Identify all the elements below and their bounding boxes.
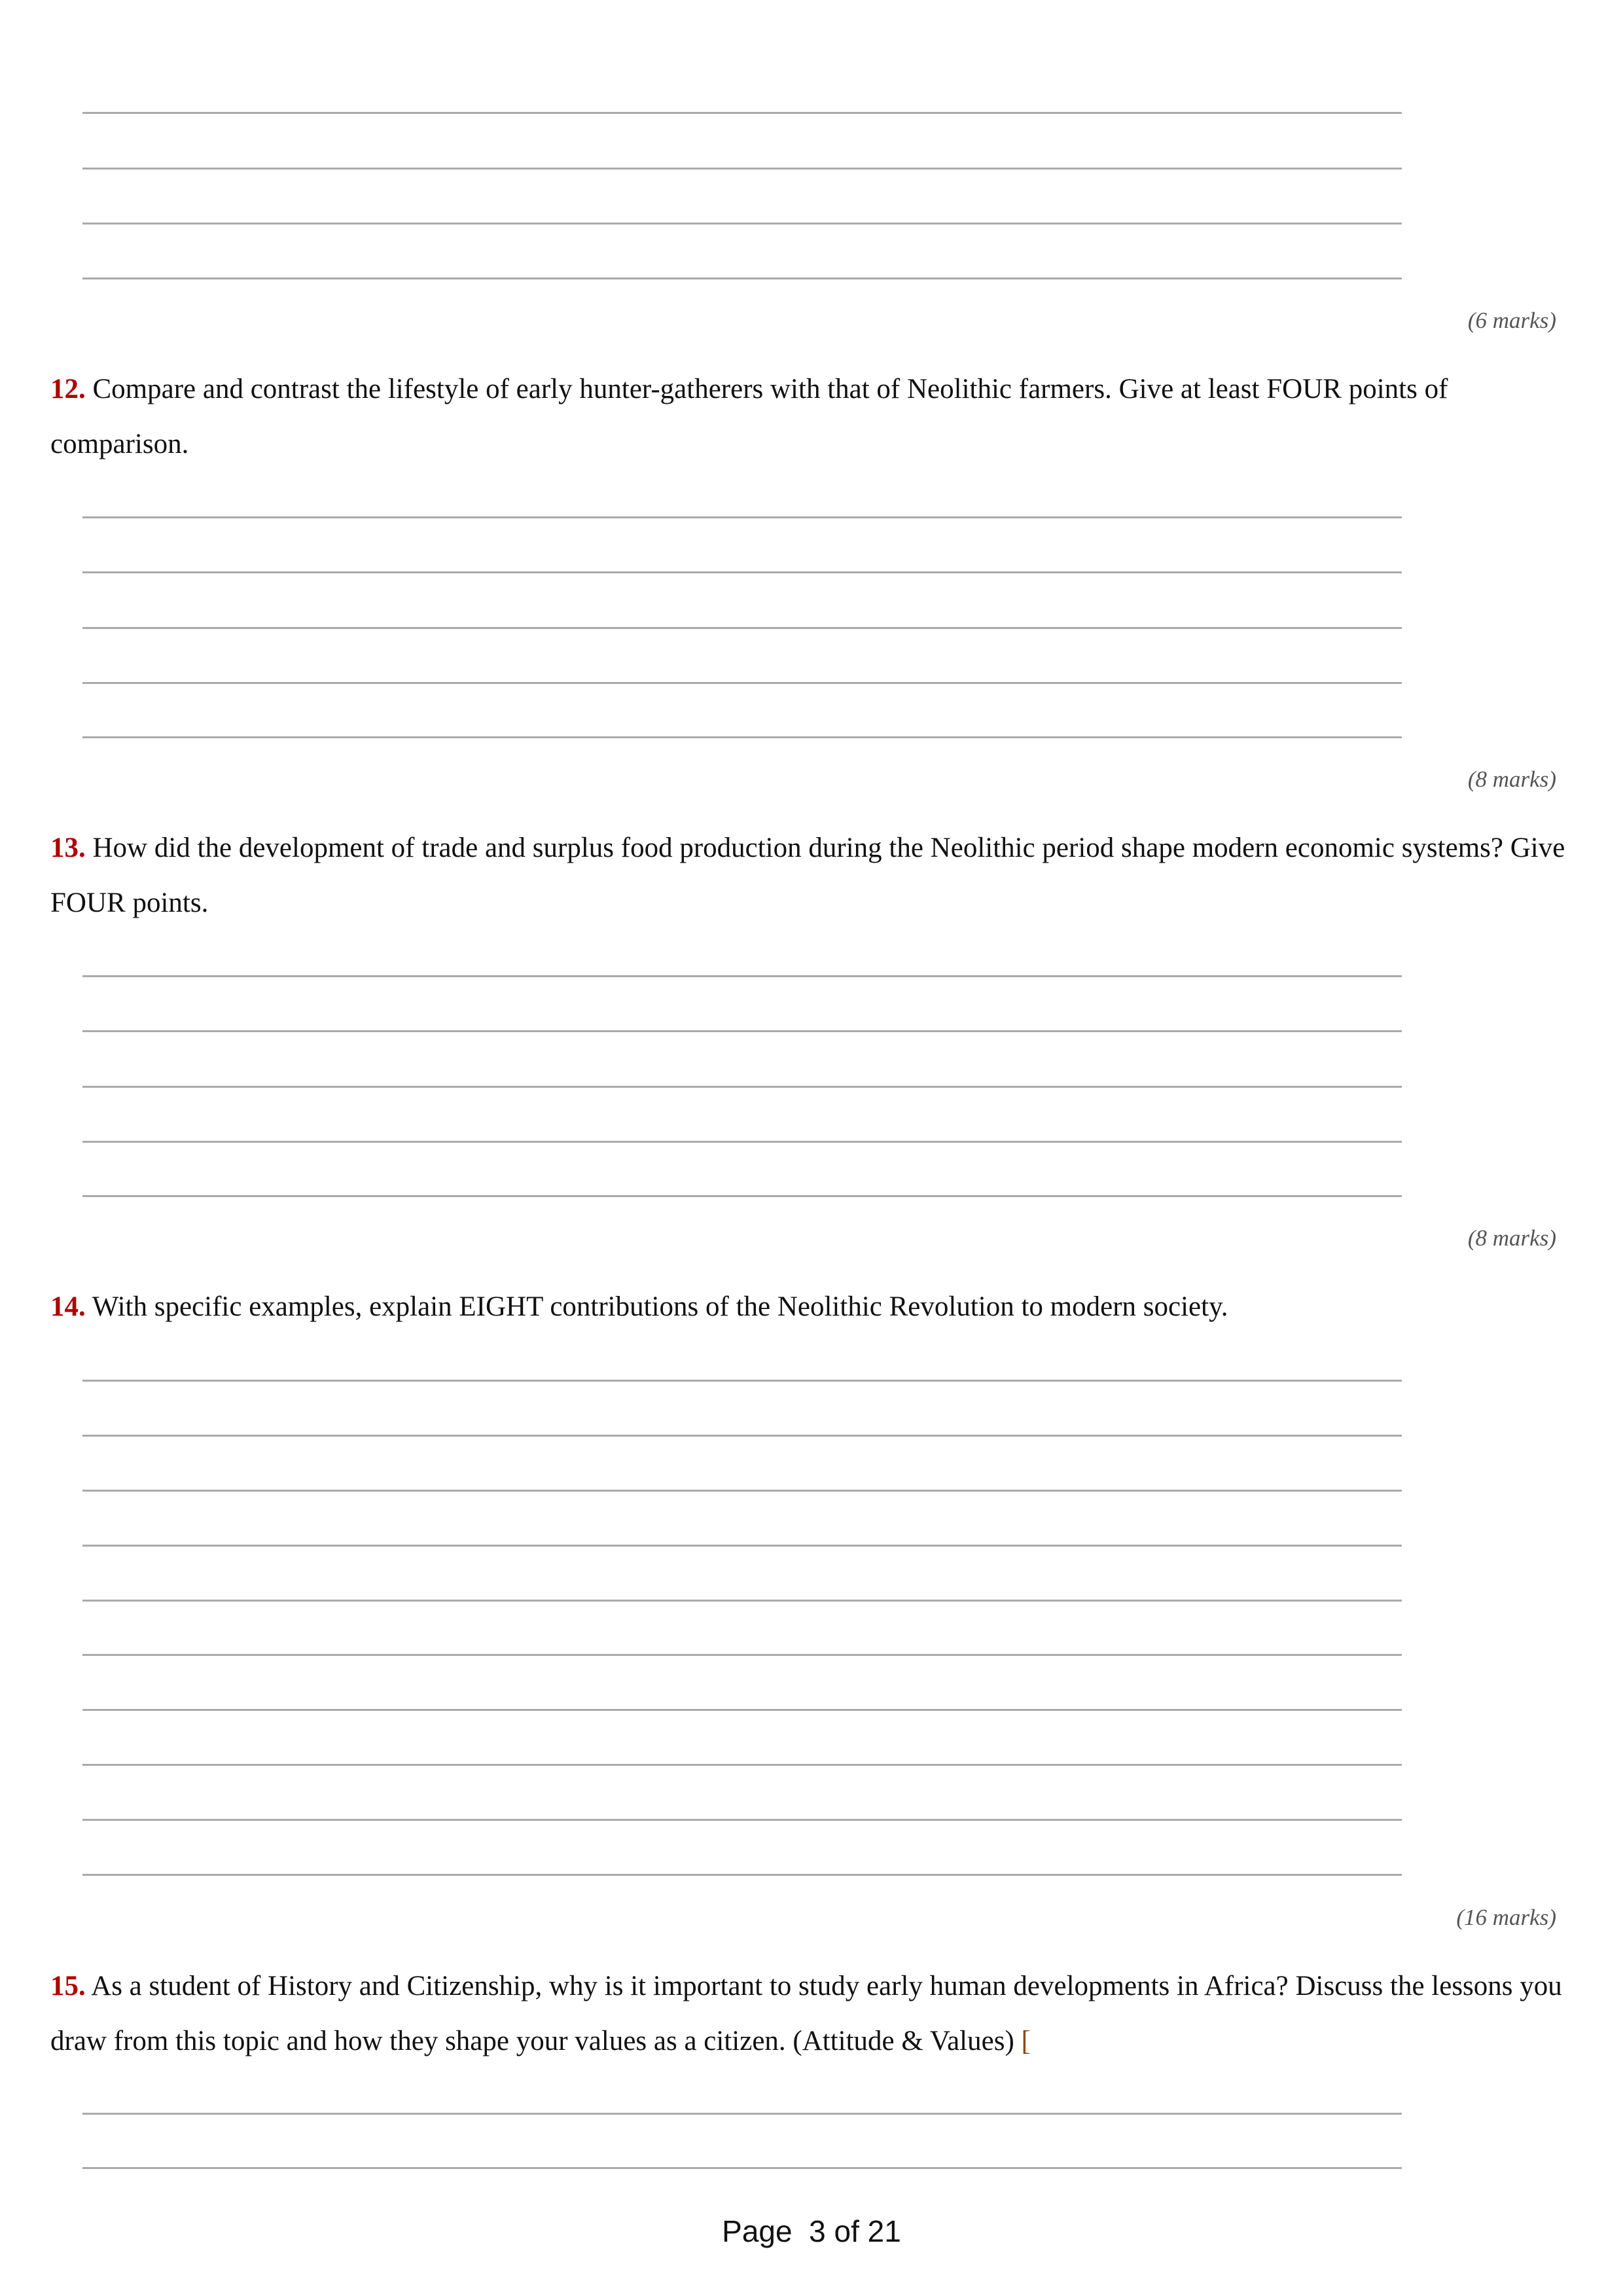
marks-label: (16 marks)	[1456, 1905, 1556, 1930]
question-text: As a student of History and Citizenship, why is it important to study early human developments in Africa? Discuss the lessons you draw from this topic and how they shape your values as a citizen. (Attitude & Values)	[50, 1971, 1562, 2056]
answer-line[interactable]	[82, 223, 1402, 224]
question-13	[50, 821, 1569, 931]
question-number: 12.	[50, 374, 86, 404]
marks-label: (6 marks)	[1467, 308, 1556, 333]
answer-line[interactable]	[82, 736, 1402, 738]
question-15	[50, 1959, 1569, 2069]
question-14	[50, 1280, 1569, 1335]
answer-line[interactable]	[82, 1874, 1402, 1876]
answer-line[interactable]	[82, 1435, 1402, 1437]
answer-line[interactable]	[82, 682, 1402, 684]
answer-line[interactable]	[82, 975, 1402, 977]
answer-line[interactable]	[82, 2167, 1402, 2169]
question-12	[50, 362, 1569, 472]
answer-line[interactable]	[82, 1086, 1402, 1088]
question-number: 15.	[50, 1971, 86, 2001]
answer-line[interactable]	[82, 1600, 1402, 1602]
question-text: With specific examples, explain EIGHT contributions of the Neolithic Revolution to modern society.	[92, 1291, 1228, 1322]
answer-line[interactable]	[82, 278, 1402, 279]
answer-line[interactable]	[82, 1709, 1402, 1711]
answer-line[interactable]	[82, 1654, 1402, 1656]
answer-line[interactable]	[82, 168, 1402, 170]
question-number: 13.	[50, 833, 86, 863]
answer-line[interactable]	[82, 1490, 1402, 1492]
marks-bracket: [	[1021, 2026, 1031, 2056]
question-text: Compare and contrast the lifestyle of early hunter-gatherers with that of Neolithic farmers. Give at least FOUR points of comparison.	[50, 374, 1448, 459]
page-number: Page 3 of 21	[722, 2214, 901, 2248]
answer-line[interactable]	[82, 1764, 1402, 1766]
question-number: 14.	[50, 1291, 86, 1322]
marks-label: (8 marks)	[1467, 1225, 1556, 1251]
answer-line[interactable]	[82, 571, 1402, 573]
answer-line[interactable]	[82, 1030, 1402, 1032]
answer-line[interactable]	[82, 1195, 1402, 1197]
marks-label: (8 marks)	[1467, 766, 1556, 792]
question-text: How did the development of trade and surplus food production during the Neolithic period shape modern economic systems? Give FOUR points.	[50, 833, 1565, 918]
answer-line[interactable]	[82, 1545, 1402, 1547]
answer-line[interactable]	[82, 112, 1402, 114]
answer-line[interactable]	[82, 2113, 1402, 2115]
answer-line[interactable]	[82, 1141, 1402, 1143]
answer-line[interactable]	[82, 1819, 1402, 1821]
answer-line[interactable]	[82, 1380, 1402, 1382]
answer-line[interactable]	[82, 627, 1402, 629]
answer-line[interactable]	[82, 516, 1402, 518]
